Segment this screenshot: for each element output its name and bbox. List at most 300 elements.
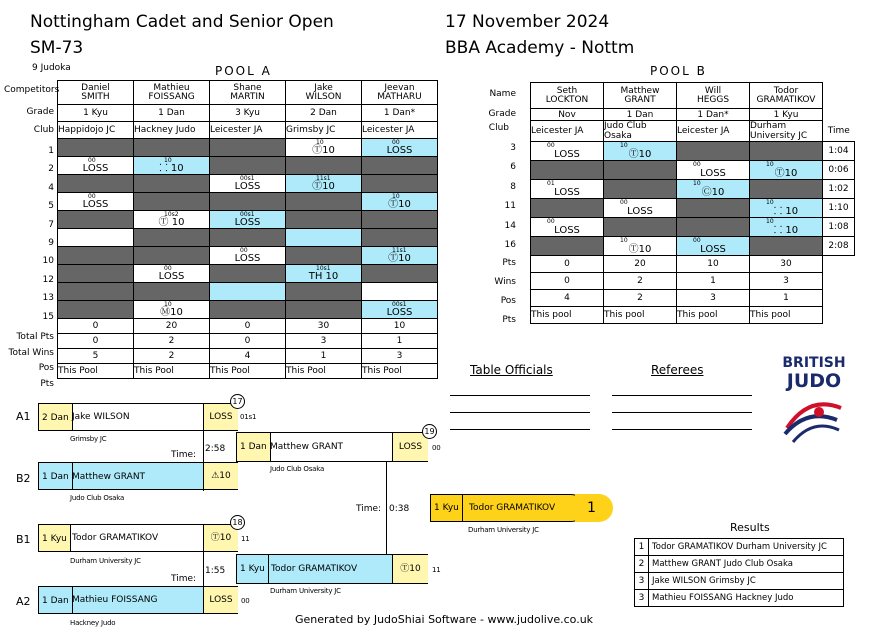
pos-cell: 2 bbox=[134, 349, 210, 364]
match-cell bbox=[58, 211, 134, 229]
competitor-name bbox=[604, 83, 677, 109]
pts-cell: 20 bbox=[604, 256, 677, 273]
table-officials-heading: Table Officials bbox=[470, 363, 553, 377]
club-cell: Leicester JA bbox=[362, 122, 438, 139]
match-cell bbox=[604, 142, 677, 161]
match-result: Ⓣ10 bbox=[388, 199, 411, 210]
official-line bbox=[450, 429, 590, 430]
sub-score: 10 bbox=[766, 161, 774, 168]
match-cell bbox=[604, 180, 677, 199]
sub-score: 10 bbox=[164, 157, 172, 164]
match-cell bbox=[210, 157, 286, 175]
slot-a1 bbox=[38, 403, 238, 431]
slot-b2-name: Matthew GRANT bbox=[72, 472, 146, 482]
match-cell bbox=[750, 199, 823, 218]
pool-a-match-row bbox=[58, 193, 438, 211]
sub-score: 00 bbox=[620, 199, 628, 206]
match-time: 1:10 bbox=[823, 199, 855, 218]
semi2-club: Durham University JC bbox=[270, 587, 341, 595]
slot-a2 bbox=[38, 586, 238, 614]
match-cell bbox=[286, 175, 362, 193]
sub-score: 10 bbox=[164, 301, 172, 308]
slot-a2-name: Mathieu FOISSANG bbox=[72, 595, 158, 605]
match-result: LOSS bbox=[82, 199, 109, 210]
match-cell bbox=[210, 211, 286, 229]
thispool-cell: This pool bbox=[604, 307, 677, 324]
match-result: LOSS bbox=[386, 307, 413, 318]
match-cell bbox=[677, 237, 750, 256]
match-cell bbox=[134, 157, 210, 175]
match-cell bbox=[531, 218, 604, 237]
pos-cell: 5 bbox=[58, 349, 134, 364]
tournament-title: Nottingham Cadet and Senior Open bbox=[30, 12, 334, 32]
referee-line bbox=[612, 395, 752, 396]
match-number: 11 bbox=[504, 201, 516, 212]
result-place: 3 bbox=[635, 573, 649, 590]
competitor-name bbox=[750, 83, 823, 109]
bracket-connector bbox=[203, 431, 204, 461]
semi1-score: LOSS bbox=[392, 433, 428, 461]
slot-a2-subscore: 00 bbox=[241, 597, 250, 605]
pos-cell: 4 bbox=[531, 290, 604, 307]
match-cell bbox=[58, 283, 134, 301]
first-name: Seth bbox=[556, 85, 578, 96]
footer-text: Generated by JudoShiai Software - www.judolive.co.uk bbox=[295, 613, 594, 626]
match-result: LOSS bbox=[627, 206, 653, 217]
match-cell bbox=[58, 157, 134, 175]
pool-a-match-row bbox=[58, 175, 438, 193]
competitor-name bbox=[210, 81, 286, 105]
match-cell bbox=[210, 193, 286, 211]
results-heading: Results bbox=[730, 521, 770, 534]
match-result: LOSS bbox=[554, 225, 580, 236]
total-pts-cell: 30 bbox=[286, 319, 362, 334]
pos-cell: 3 bbox=[362, 349, 438, 364]
logo-line1: BRITISH bbox=[782, 355, 846, 371]
results-table bbox=[634, 538, 844, 607]
grade-label: Grade bbox=[26, 107, 54, 117]
grade-cell: 3 Kyu bbox=[210, 105, 286, 122]
sub-score: 10 bbox=[392, 193, 400, 200]
last-name: LOCKTON bbox=[545, 94, 589, 105]
bracket-connector bbox=[386, 508, 387, 554]
match-result: LOSS bbox=[234, 253, 261, 264]
match-cell bbox=[58, 301, 134, 319]
first-name: Daniel bbox=[81, 82, 110, 93]
pts-label: Pts bbox=[40, 378, 54, 389]
match-result: Ⓣ 10 bbox=[158, 217, 185, 228]
match-cell bbox=[677, 142, 750, 161]
match-time: 0:06 bbox=[823, 161, 855, 180]
first-name: Will bbox=[704, 85, 722, 96]
total-pts-cell: 20 bbox=[134, 319, 210, 334]
first-name: Shane bbox=[233, 82, 262, 93]
competitor-name bbox=[134, 81, 210, 105]
slot-b2 bbox=[38, 462, 238, 490]
match-cell bbox=[286, 247, 362, 265]
club-cell: Happidojo JC bbox=[58, 122, 134, 139]
result-place: 3 bbox=[635, 590, 649, 607]
slot-b2-rank: 1 Dan bbox=[39, 463, 73, 489]
match-cell bbox=[134, 283, 210, 301]
match-18-marker: 18 bbox=[230, 515, 245, 530]
venue-title: BBA Academy - Nottm bbox=[445, 38, 635, 58]
match-cell bbox=[134, 247, 210, 265]
referee-line bbox=[612, 412, 752, 413]
match-result: ⸬ 10 bbox=[773, 225, 799, 236]
pts-cell: This Pool bbox=[210, 364, 286, 379]
match-cell bbox=[286, 193, 362, 211]
pool-a-match-row bbox=[58, 211, 438, 229]
match-number: 6 bbox=[510, 162, 516, 173]
result-place: 2 bbox=[635, 556, 649, 573]
match-number: 16 bbox=[504, 240, 516, 250]
pos-cell: 2 bbox=[604, 290, 677, 307]
match-cell bbox=[604, 161, 677, 180]
match-cell bbox=[531, 161, 604, 180]
slot-b1-name: Todor GRAMATIKOV bbox=[72, 533, 159, 543]
match-number: 1 bbox=[48, 146, 54, 156]
semi2-subscore: 11 bbox=[432, 566, 441, 574]
slot-b1 bbox=[38, 524, 238, 552]
semi1-subscore: 00 bbox=[432, 444, 441, 452]
match-cell bbox=[750, 218, 823, 237]
match-cell bbox=[210, 139, 286, 157]
match-cell bbox=[362, 229, 438, 247]
match-result: LOSS bbox=[554, 187, 580, 198]
pts-cell: This Pool bbox=[286, 364, 362, 379]
last-name: SMITH bbox=[81, 91, 110, 102]
pos-cell: 1 bbox=[286, 349, 362, 364]
pool-a-match-row bbox=[58, 247, 438, 265]
pool-b-table bbox=[530, 82, 855, 324]
match-cell bbox=[134, 211, 210, 229]
match-number: 3 bbox=[510, 143, 516, 153]
match-cell bbox=[58, 175, 134, 193]
match-result: Ⓣ10 bbox=[312, 181, 335, 192]
match-cell bbox=[531, 237, 604, 256]
pos-cell: 1 bbox=[750, 290, 823, 307]
semi2-time-label: Time: bbox=[171, 574, 197, 584]
slot-a2-label: A2 bbox=[16, 595, 31, 608]
match-time: 2:08 bbox=[823, 237, 855, 256]
last-name: HEGGS bbox=[696, 94, 730, 105]
pool-a-match-row bbox=[58, 301, 438, 319]
match-cell bbox=[134, 301, 210, 319]
total-wins-label: Total Wins bbox=[8, 347, 54, 358]
match-cell bbox=[58, 139, 134, 157]
competitor-name bbox=[286, 81, 362, 105]
grade-cell: 1 Dan* bbox=[362, 105, 438, 122]
tournament-date: 17 November 2024 bbox=[445, 12, 610, 32]
match-cell bbox=[677, 180, 750, 199]
grade-cell: 1 Kyu bbox=[750, 109, 823, 121]
total-wins-cell: 0 bbox=[210, 334, 286, 349]
match-result: Ⓜ10 bbox=[160, 307, 183, 318]
pts-cell: This Pool bbox=[58, 364, 134, 379]
match-19-marker: 19 bbox=[422, 424, 437, 439]
match-cell bbox=[362, 193, 438, 211]
champion-club: Durham University JC bbox=[468, 526, 539, 534]
match-cell bbox=[677, 161, 750, 180]
match-result: TH 10 bbox=[308, 271, 339, 282]
match-result: LOSS bbox=[700, 244, 726, 255]
match-cell bbox=[750, 237, 823, 256]
semi1-time-label: Time: bbox=[171, 450, 197, 460]
slot-b2-score: ⚠10 bbox=[203, 463, 238, 489]
pos-cell: 3 bbox=[677, 290, 750, 307]
bracket-connector bbox=[386, 462, 387, 508]
total-wins-cell: 3 bbox=[286, 334, 362, 349]
match-cell bbox=[750, 142, 823, 161]
club-cell: Leicester JA bbox=[210, 122, 286, 139]
sub-score: 00 bbox=[693, 237, 701, 244]
club-label: Club bbox=[488, 123, 509, 133]
match-cell bbox=[362, 283, 438, 301]
semi2-score: Ⓣ10 bbox=[392, 555, 428, 583]
match-cell bbox=[286, 265, 362, 283]
semi2-name: Todor GRAMATIKOV bbox=[271, 564, 358, 574]
pool-a-table bbox=[57, 80, 438, 379]
slot-a1-subscore: 01s1 bbox=[240, 413, 257, 421]
pool-a-match-row bbox=[58, 265, 438, 283]
sub-score: 11s1 bbox=[316, 175, 331, 182]
club-cell: Judo Club Osaka bbox=[604, 121, 677, 142]
competitor-name bbox=[677, 83, 750, 109]
competitor-name bbox=[58, 81, 134, 105]
match-number: 15 bbox=[42, 311, 54, 322]
wins-label: Wins bbox=[494, 277, 516, 287]
sub-score: 00 bbox=[392, 139, 400, 146]
match-time: 1:08 bbox=[823, 218, 855, 237]
match-cell bbox=[604, 199, 677, 218]
champion-name: Todor GRAMATIKOV bbox=[469, 503, 556, 513]
british-judo-logo bbox=[779, 354, 849, 454]
wins-cell: 2 bbox=[604, 273, 677, 290]
match-time: 1:04 bbox=[823, 142, 855, 161]
total-pts-cell: 0 bbox=[58, 319, 134, 334]
match-cell bbox=[58, 247, 134, 265]
wins-cell: 0 bbox=[531, 273, 604, 290]
pool-a-title: POOL A bbox=[215, 64, 272, 78]
slot-a1-score: LOSS bbox=[203, 404, 238, 430]
name-label: Name bbox=[489, 89, 516, 99]
pts-cell: 0 bbox=[531, 256, 604, 273]
pts-cell: 10 bbox=[677, 256, 750, 273]
official-line bbox=[450, 395, 590, 396]
match-cell bbox=[286, 229, 362, 247]
total-wins-cell: 0 bbox=[58, 334, 134, 349]
sub-score: 00 bbox=[547, 142, 555, 149]
referee-line bbox=[612, 429, 752, 430]
match-number: 13 bbox=[42, 293, 54, 304]
semi2-rank: 1 Kyu bbox=[237, 555, 269, 583]
match-result: LOSS bbox=[158, 271, 185, 282]
pos-label: Pos bbox=[38, 363, 54, 373]
sub-score: 00s1 bbox=[240, 175, 255, 182]
pts-label: Pts bbox=[502, 258, 516, 268]
wins-cell: 3 bbox=[750, 273, 823, 290]
first-name: Todor bbox=[773, 85, 799, 96]
match-cell bbox=[134, 193, 210, 211]
sub-score: 10 bbox=[766, 199, 774, 206]
match-cell bbox=[58, 229, 134, 247]
match-cell bbox=[286, 139, 362, 157]
sub-score: 11s1 bbox=[392, 247, 407, 254]
semi2-winner bbox=[236, 554, 428, 584]
match-cell bbox=[210, 247, 286, 265]
grade-cell: 2 Dan bbox=[286, 105, 362, 122]
champion-place: 1 bbox=[575, 494, 613, 522]
total-wins-cell: 2 bbox=[134, 334, 210, 349]
match-cell bbox=[531, 142, 604, 161]
match-time: 1:02 bbox=[823, 180, 855, 199]
result-name: Mathieu FOISSANG Hackney Judo bbox=[649, 590, 844, 607]
sub-score: 00 bbox=[240, 247, 248, 254]
match-number: 14 bbox=[504, 220, 516, 231]
club-cell: Hackney Judo bbox=[134, 122, 210, 139]
sub-score: 00 bbox=[547, 218, 555, 225]
slot-b2-club: Judo Club Osaka bbox=[70, 494, 125, 502]
slot-a1-rank: 2 Dan bbox=[39, 404, 73, 430]
match-cell bbox=[677, 199, 750, 218]
slot-a1-label: A1 bbox=[16, 410, 31, 423]
first-name: Jake bbox=[314, 82, 333, 93]
match-cell bbox=[362, 247, 438, 265]
sub-score: 00 bbox=[88, 157, 96, 164]
slot-a1-name: Jake WILSON bbox=[72, 412, 130, 422]
match-result: Ⓣ10 bbox=[628, 149, 652, 160]
first-name: Jeevan bbox=[384, 82, 415, 93]
sub-score: 10 bbox=[316, 139, 324, 146]
match-cell bbox=[677, 218, 750, 237]
match-number: 7 bbox=[48, 219, 54, 230]
final-time-label: Time: bbox=[356, 504, 382, 514]
last-name: GRAMATIKOV bbox=[756, 94, 816, 105]
match-result: LOSS bbox=[234, 181, 261, 192]
champion-box bbox=[430, 494, 585, 522]
match-cell bbox=[362, 157, 438, 175]
sub-score: 10 bbox=[620, 237, 628, 244]
match-cell bbox=[58, 193, 134, 211]
match-result: LOSS bbox=[234, 217, 261, 228]
pts-cell: 30 bbox=[750, 256, 823, 273]
sub-score: 10s2 bbox=[164, 211, 179, 218]
sub-score: 00 bbox=[88, 193, 96, 200]
match-cell bbox=[531, 199, 604, 218]
pos-cell: 4 bbox=[210, 349, 286, 364]
pos-label: Pos bbox=[500, 296, 516, 306]
match-cell bbox=[604, 218, 677, 237]
pool-b-title: POOL B bbox=[650, 64, 707, 78]
match-cell bbox=[210, 283, 286, 301]
competitor-count: 9 Judoka bbox=[32, 63, 71, 73]
match-number: 9 bbox=[48, 238, 54, 248]
match-result: LOSS bbox=[82, 163, 109, 174]
referees-heading: Referees bbox=[651, 363, 704, 377]
match-cell bbox=[134, 229, 210, 247]
match-cell bbox=[362, 139, 438, 157]
semi1-club: Judo Club Osaka bbox=[270, 465, 325, 473]
match-result: Ⓣ10 bbox=[388, 253, 411, 264]
match-number: 10 bbox=[42, 256, 54, 267]
sub-score: 10s1 bbox=[316, 265, 331, 272]
pts-cell: This Pool bbox=[134, 364, 210, 379]
match-cell bbox=[134, 139, 210, 157]
match-number: 12 bbox=[42, 274, 54, 285]
match-cell bbox=[531, 180, 604, 199]
total-wins-cell: 1 bbox=[362, 334, 438, 349]
match-cell bbox=[362, 265, 438, 283]
official-line bbox=[450, 412, 590, 413]
sub-score: 00s1 bbox=[392, 301, 407, 308]
match-result: LOSS bbox=[386, 145, 413, 156]
club-label: Club bbox=[33, 125, 54, 135]
match-cell bbox=[362, 301, 438, 319]
sub-score: 10 bbox=[693, 180, 701, 187]
match-cell bbox=[134, 265, 210, 283]
pool-a-match-row bbox=[58, 283, 438, 301]
semi1-rank: 1 Dan bbox=[237, 433, 271, 461]
thispool-cell: This pool bbox=[677, 307, 750, 324]
match-number: 4 bbox=[48, 182, 54, 193]
pts2-label: Pts bbox=[502, 315, 516, 325]
club-cell: Grimsby JC bbox=[286, 122, 362, 139]
pool-a-match-row bbox=[58, 157, 438, 175]
match-cell bbox=[58, 265, 134, 283]
semi1-name: Matthew GRANT bbox=[270, 442, 344, 452]
match-cell bbox=[210, 301, 286, 319]
grade-label: Grade bbox=[488, 109, 516, 119]
match-result: Ⓣ10 bbox=[628, 244, 652, 255]
first-name: Matthew bbox=[620, 85, 660, 96]
grade-cell: 1 Dan bbox=[134, 105, 210, 122]
pool-a-match-row bbox=[58, 229, 438, 247]
match-cell bbox=[134, 175, 210, 193]
match-result: Ⓣ10 bbox=[774, 168, 798, 179]
category-title: SM-73 bbox=[30, 38, 84, 58]
match-cell bbox=[210, 229, 286, 247]
match-17-marker: 17 bbox=[230, 394, 245, 409]
match-cell bbox=[286, 301, 362, 319]
club-cell: Durham University JC bbox=[750, 121, 823, 142]
match-cell bbox=[750, 180, 823, 199]
match-number: 2 bbox=[48, 164, 54, 175]
match-number: 5 bbox=[48, 201, 54, 212]
result-place: 1 bbox=[635, 539, 649, 556]
thispool-cell: This pool bbox=[531, 307, 604, 324]
final-time: 0:38 bbox=[389, 504, 410, 514]
slot-b1-label: B1 bbox=[16, 533, 31, 546]
sub-score: 10 bbox=[620, 142, 628, 149]
match-result: LOSS bbox=[554, 149, 580, 160]
sub-score: 01 bbox=[547, 180, 555, 187]
judo-figure-icon bbox=[779, 390, 849, 450]
match-number: 8 bbox=[510, 181, 516, 192]
semi1-winner bbox=[236, 432, 428, 462]
match-cell bbox=[750, 161, 823, 180]
result-name: Todor GRAMATIKOV Durham University JC bbox=[649, 539, 844, 556]
last-name: MATHARU bbox=[377, 91, 422, 102]
last-name: WILSON bbox=[305, 91, 342, 102]
competitor-name bbox=[362, 81, 438, 105]
match-cell bbox=[362, 211, 438, 229]
slot-b1-rank: 1 Kyu bbox=[39, 525, 71, 551]
slot-a2-score: LOSS bbox=[203, 587, 238, 613]
total-pts-cell: 10 bbox=[362, 319, 438, 334]
grade-cell: Nov bbox=[531, 109, 604, 121]
match-result: ⸬ 10 bbox=[159, 163, 184, 174]
